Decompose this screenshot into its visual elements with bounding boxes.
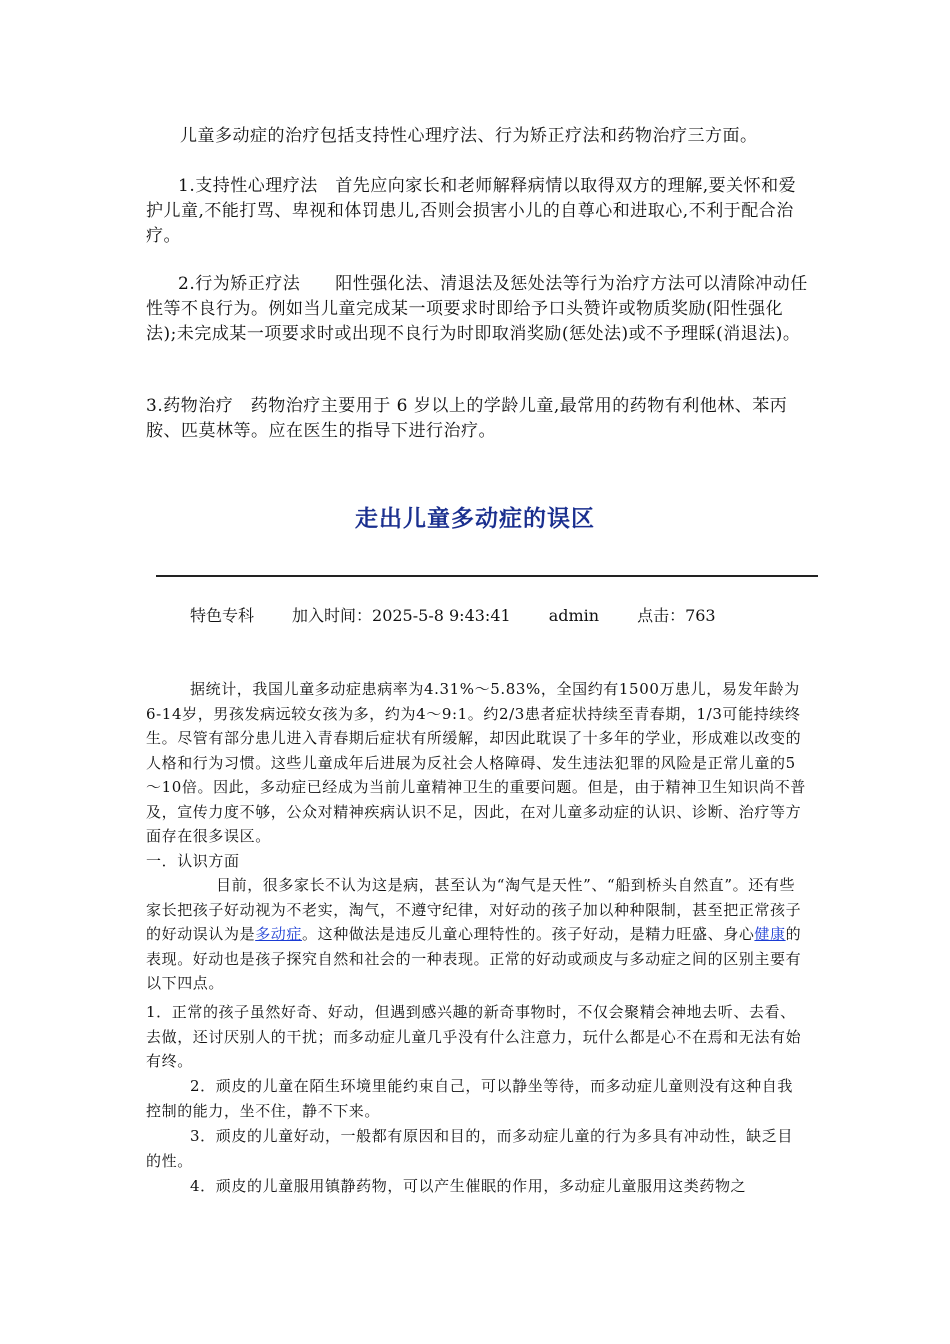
awareness-text-b: 。这种做法是违反儿童心理特性的。孩子好动，是精力旺盛、身心	[302, 925, 755, 943]
difference-item-4: 4．顽皮的儿童服用镇静药物，可以产生催眠的作用，多动症儿童服用这类药物之	[190, 1177, 747, 1195]
awareness-text-c: 的表现。好动也是孩子探究自然和社会的一种表现。正常的好动或顽皮与多动症之间的区别主要有以下四点。	[146, 925, 802, 992]
article-title: 走出儿童多动症的误区	[355, 506, 595, 532]
meta-clicks: 点击：763	[637, 606, 716, 625]
health-link[interactable]: 健康	[754, 925, 786, 943]
awareness-text-a: 目前，很多家长不认为这是病，甚至认为“淘气是天性”、“船到桥头自然直”。还有些家长把孩子好动视为不老实，淘气，不遵守纪律，对好动的孩子加以种种限制，甚至把正常孩子的好动误认为是	[146, 876, 802, 943]
therapy-behavioral: 2.行为矫正疗法 阳性强化法、清退法及惩处法等行为治疗方法可以清除冲动任性等不良行为。例如当儿童完成某一项要求时即给予口头赞许或物质奖励(阳性强化法);未完成某一项要求时或出现不良行为时即取消奖励(惩处法)或不予理睬(消退法)。	[146, 274, 808, 344]
awareness-paragraph	[146, 873, 806, 996]
difference-item-3: 3．顽皮的儿童好动，一般都有原因和目的，而多动症儿童的行为多具有冲动性，缺乏目的性。	[146, 1127, 793, 1170]
article-meta	[190, 603, 716, 626]
difference-item-2: 2．顽皮的儿童在陌生环境里能约束自己，可以静坐等待，而多动症儿童则没有这种自我控制的能力，坐不住，静不下来。	[146, 1077, 793, 1120]
section-heading: 一．认识方面	[146, 852, 240, 870]
stats-paragraph: 据统计，我国儿童多动症患病率为4.31%～5.83%，全国约有1500万患儿，易发年龄为6-14岁，男孩发病远较女孩为多，约为4～9:1。约2/3患者症状持续至青春期，1/3可能持续终生。尽管有部分患儿进入青春期后症状有所缓解，却因此耽误了十多年的学业，形成难以改变的人格和行为习惯。这些儿童成年后进展为反社会人格障碍、发生违法犯罪的风险是正常儿童的5～10倍。因此，多动症已经成为当前儿童精神卫生的重要问题。但是，由于精神卫生知识尚不普及，宣传力度不够，公众对精神疾病认识不足，因此，在对儿童多动症的认识、诊断、治疗等方面存在很多误区。	[146, 680, 806, 845]
meta-author: admin	[548, 606, 600, 625]
treatment-intro: 儿童多动症的治疗包括支持性心理疗法、行为矫正疗法和药物治疗三方面。	[180, 126, 758, 146]
adhd-link[interactable]: 多动症	[255, 925, 303, 943]
meta-category: 特色专科	[190, 606, 255, 625]
therapy-supportive: 1.支持性心理疗法 首先应向家长和老师解释病情以取得双方的理解,要关怀和爱护儿童,不能打骂、卑视和体罚患儿,否则会损害小儿的自尊心和进取心,不利于配合治疗。	[146, 176, 797, 246]
title-divider	[156, 575, 818, 577]
meta-time: 加入时间：2025-5-8 9:43:41	[292, 606, 511, 625]
difference-item-1: 1．正常的孩子虽然好奇、好动，但遇到感兴趣的新奇事物时，不仅会聚精会神地去听、去看、去做，还讨厌别人的干扰；而多动症儿童几乎没有什么注意力，玩什么都是心不在焉和无法有始有终。	[146, 1003, 802, 1070]
therapy-drug: 3.药物治疗 药物治疗主要用于 6 岁以上的学龄儿童,最常用的药物有利他林、苯丙胺、匹莫林等。应在医生的指导下进行治疗。	[146, 396, 788, 441]
